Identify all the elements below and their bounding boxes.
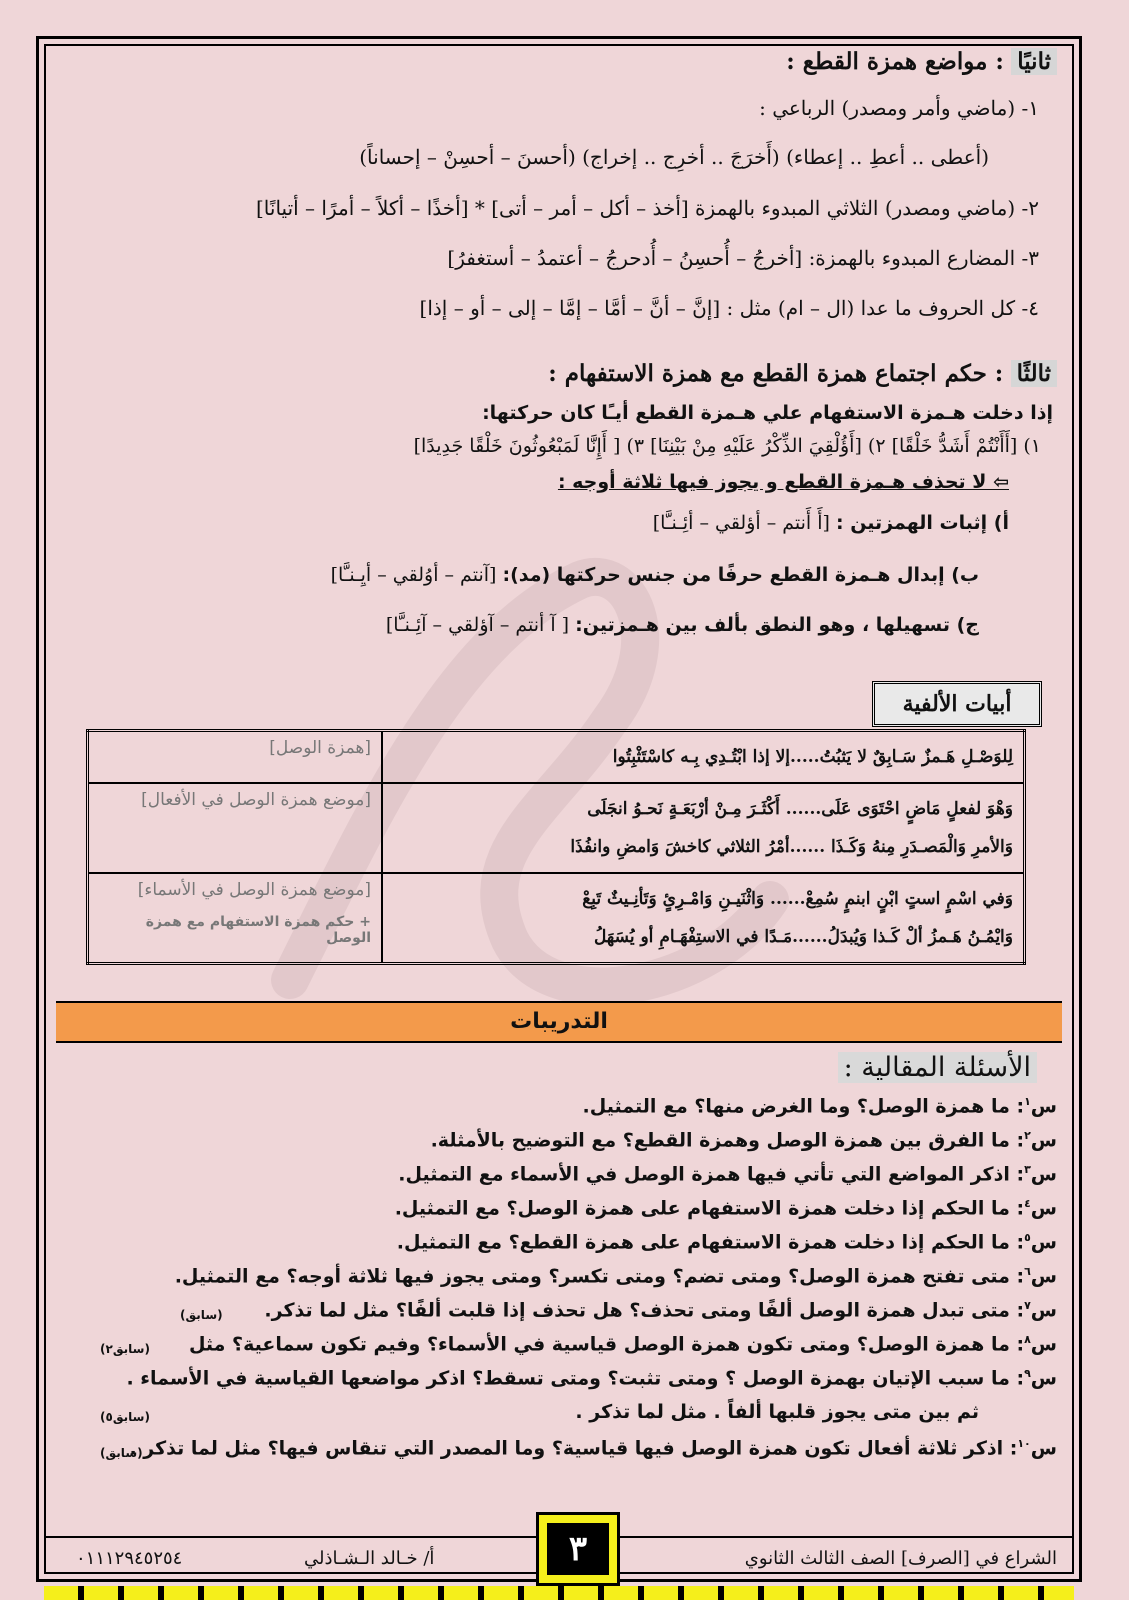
note-cell — [88, 783, 383, 873]
question-prefix: س — [1030, 1129, 1057, 1152]
trainings-bar: التدريبات — [56, 1001, 1062, 1043]
section2-item: ٣- المضارع المبدوء بالهمزة: [أخرجُ – أُحسِنُ – أُدحرجُ – أعتمدُ – أستغفرُ] — [447, 246, 1039, 270]
way-b-text: [آنتم – أوُلقي – أيِـنـَّا] — [330, 564, 497, 586]
section3-no-delete: ⇦ لا تحذف هـمزة القطع و يجوز فيها ثلاثة أوجه : — [557, 471, 1009, 493]
question-number: ٥ — [1024, 1231, 1031, 1244]
section3-rule: إذا دخلت هـمزة الاستفهام علي هـمزة القطع أيـًا كان حركتها: — [482, 402, 1053, 424]
section2-heading — [786, 48, 1057, 75]
question-number: ٣ — [1024, 1163, 1031, 1176]
question-text: : ما همزة الوصل؟ ومتى تكون همزة الوصل قياسية في الأسماء؟ وفيم تكون سماعية؟ مثل — [188, 1333, 1025, 1356]
section2-heading-text: : مواضع همزة القطع : — [786, 48, 1004, 75]
question-text: : متى تفتح همزة الوصل؟ ومتى تضم؟ ومتى تكسر؟ ومتى يجوز فيها ثلاثة أوجه؟ مع التمثيل. — [174, 1265, 1025, 1288]
question-prefix: س — [1030, 1095, 1057, 1118]
section3-examples: ١) [أَأَنْتُمْ أَشَدُّ خَلْقًا] ٢) [أَؤُلْقِيَ الذِّكْرُ عَلَيْهِ مِنْ بَيْنِنَا] ٣) [ أَإِنَّا لَمَبْعُوثُونَ خَلْقًا جَدِيدًا] — [413, 435, 1041, 457]
note-cell — [88, 731, 383, 784]
question-text: : اذكر ثلاثة أفعال تكون همزة الوصل فيها قياسية؟ وما المصدر التي تنقاس فيها؟ مثل لما تذكر . — [129, 1437, 1018, 1460]
note-cell — [88, 873, 383, 964]
question-item — [264, 1299, 1057, 1321]
section3-heading-prefix: ثالثًا — [1011, 360, 1057, 387]
way-c-text: [ آ أنتم – آؤلقي – آئِـنـَّا] — [385, 614, 570, 636]
verse-cell — [382, 783, 1025, 873]
question-item — [189, 1333, 1057, 1355]
footer-author: أ/ خـالد الـشـاذلي — [304, 1548, 435, 1569]
abyat-title: أبيات الألفية — [872, 681, 1042, 727]
question-number: ٦ — [1024, 1265, 1031, 1278]
way-b — [331, 564, 979, 586]
question-prefix: س — [1030, 1367, 1057, 1390]
question-number: ٨ — [1024, 1333, 1031, 1346]
section2-item: (أعطى .. أعطِ .. إعطاء) (أَخرَجَ .. أخرِج .. إخراج) (أحسنَ – أحسِنْ – إحساناً) — [359, 145, 989, 169]
verse-cell — [382, 731, 1025, 784]
question-number: ١٠ — [1017, 1437, 1031, 1450]
essay-questions-heading: الأسئلة المقالية : — [838, 1052, 1037, 1083]
previous-tag: (سابق٥) — [100, 1410, 150, 1424]
section3-heading-text: : حكم اجتماع همزة القطع مع همزة الاستفهام : — [548, 360, 1004, 387]
question-prefix: س — [1030, 1163, 1057, 1186]
section2-item: ٤- كل الحروف ما عدا (ال – ام) مثل : [إنَّ – أنَّ – أمَّا – إمَّا – إلى – أو – إذا] — [419, 296, 1039, 320]
previous-tag: (سابق) — [180, 1308, 223, 1322]
question-text: : ما همزة الوصل؟ وما الغرض منها؟ مع التمثيل. — [582, 1095, 1025, 1118]
question-item — [175, 1265, 1057, 1287]
question-text: : ما الفرق بين همزة الوصل وهمزة القطع؟ مع التوضيح بالأمثلة. — [430, 1129, 1025, 1152]
verse-line: وَفي اسْمٍ استٍ ابْنٍ ابنمٍ سُمِعْ...... وَاثْنَيـنِ وَامْـرِئٍ وَتَأنِـيثٌ تَبِعْ — [582, 889, 1013, 909]
section2-item: ٢- (ماضي ومصدر) الثلاثي المبدوء بالهمزة [أخذ – أكل – أمر – أتى] * [أخذًا – أكلاً – أمرًا – أتيانًا] — [255, 196, 1039, 220]
way-c — [386, 614, 979, 636]
verse-line: وَايْمُـنُ هَـمزُ ألْ كَـذا وَيُبدَلُ......مَـدًا في الاستِفْهَـامِ أو يُسَهَلُ — [593, 927, 1013, 947]
question-number: ١ — [1024, 1095, 1031, 1108]
question-prefix: س — [1030, 1333, 1057, 1356]
question-item — [126, 1367, 1057, 1389]
question-number: ٤ — [1024, 1197, 1031, 1210]
question-item — [129, 1437, 1057, 1459]
question-prefix: س — [1030, 1299, 1057, 1322]
page-number: ٣ — [547, 1523, 609, 1575]
way-a-text: [أَ أَنتم – أؤلقي – أئِـنـَّا] — [652, 512, 830, 534]
verse-note: [همزة الوصل] — [269, 738, 371, 758]
question-prefix: س — [1030, 1265, 1057, 1288]
question-continuation: ثم بين متى يجوز قلبها ألفاً . مثل لما تذكر . — [575, 1401, 979, 1423]
verse-cell — [382, 873, 1025, 964]
question-text: : ما سبب الإتيان بهمزة الوصل ؟ ومتى تثبت؟ ومتى تسقط؟ اذكر مواضعها القياسية في الأسماء . — [126, 1367, 1025, 1390]
table-row — [88, 731, 1025, 784]
question-number: ٧ — [1024, 1299, 1031, 1312]
question-text: : متى تبدل همزة الوصل ألفًا ومتى تحذف؟ هل تحذف إذا قلبت ألفًا؟ مثل لما تذكر. — [264, 1299, 1025, 1322]
verse-note: [موضع همزة الوصل في الأسماء] — [137, 880, 371, 900]
footer-phone: ٠١١١٢٩٤٥٢٥٤ — [76, 1548, 183, 1569]
question-item — [583, 1095, 1057, 1117]
verse-line: لِلوَصْـلِ هَـمزٌ سَـابِقٌ لا يَثبُتُ.....إلا إذا ابْتُـدِي بِـه كاسْتَثْبِتُوا — [612, 747, 1013, 767]
section3-heading — [548, 360, 1057, 387]
abyat-table — [86, 729, 1026, 965]
verse-note: [موضع همزة الوصل في الأفعال] — [141, 790, 371, 810]
way-a-label: أ) إثبات الهمزتين : — [835, 512, 1009, 534]
way-a — [653, 512, 1009, 534]
question-item — [397, 1231, 1057, 1253]
table-row — [88, 873, 1025, 964]
question-item — [395, 1197, 1057, 1219]
way-c-label: ج) تسهيلها ، وهو النطق بألف بين هـمزتين: — [575, 614, 979, 636]
verse-line: وَهْوَ لفعلٍ مَاضٍ احْتَوَى عَلَى...... أَكْثَـرَ مِـنْ أرْبَعَـةٍ نَحـوُ انجَلَى — [587, 799, 1013, 819]
previous-tag: (سابق) — [100, 1446, 143, 1460]
bottom-decorative-strip — [44, 1586, 1074, 1600]
question-text: : اذكر المواضع التي تأتي فيها همزة الوصل في الأسماء مع التمثيل. — [398, 1163, 1025, 1186]
page-number-box — [536, 1512, 620, 1586]
way-b-label: ب) إبدال هـمزة القطع حرفًا من جنس حركتها (مد): — [502, 564, 979, 586]
question-prefix: س — [1030, 1231, 1057, 1254]
verse-line: وَالأمرِ وَالْمَصـدَرِ مِنهُ وَكَـذَا ......أمْرُ الثلاثي كاخشَ وَامضِ وانفُذَا — [570, 837, 1013, 857]
previous-tag: (سابق٢) — [100, 1342, 150, 1356]
question-number: ٩ — [1024, 1367, 1031, 1380]
question-number: ٢ — [1024, 1129, 1031, 1142]
table-row — [88, 783, 1025, 873]
question-text: : ما الحكم إذا دخلت همزة الاستفهام على همزة القطع؟ مع التمثيل. — [396, 1231, 1025, 1254]
question-prefix: س — [1030, 1197, 1057, 1220]
question-item — [431, 1129, 1057, 1151]
question-text: : ما الحكم إذا دخلت همزة الاستفهام على همزة الوصل؟ مع التمثيل. — [394, 1197, 1025, 1220]
verse-note: + حكم همزة الاستفهام مع همزة الوصل — [145, 914, 371, 946]
footer-book: الشراع في [الصرف] الصف الثالث الثانوي — [744, 1548, 1057, 1569]
question-item — [398, 1163, 1057, 1185]
question-prefix: س — [1030, 1437, 1057, 1460]
section2-heading-prefix: ثانيًا — [1011, 48, 1057, 75]
section2-item: ١- (ماضي وأمر ومصدر) الرباعي : — [759, 96, 1039, 120]
